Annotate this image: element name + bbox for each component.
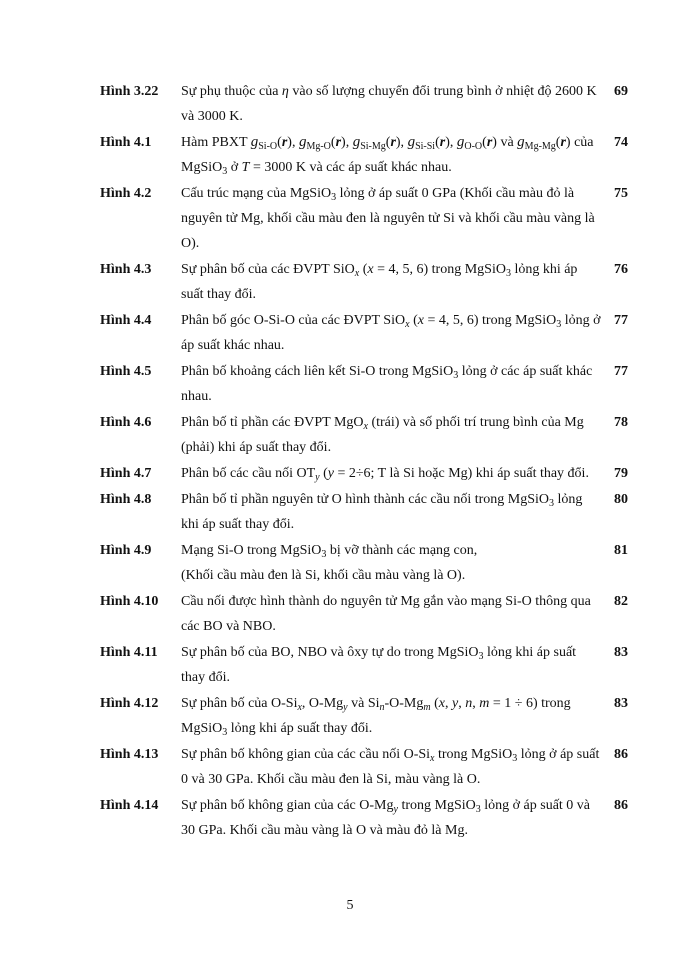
figure-description: Cầu nối được hình thành do nguyên tử Mg gắn vào mạng Si-O thông qua các BO và NBO. <box>181 594 591 634</box>
figure-label: Hình 4.6 <box>100 415 152 430</box>
figure-entry <box>100 79 640 129</box>
figure-description: Sự phụ thuộc của η vào số lượng chuyển đổi trung bình ở nhiệt độ 2600 K và 3000 K. <box>181 84 597 124</box>
figure-page-number: 75 <box>614 186 628 201</box>
figure-entry <box>100 359 640 409</box>
figure-entry <box>100 538 640 588</box>
figure-page-number: 82 <box>614 594 628 609</box>
figure-description: Hàm PBXT $g_{Si-O}(r)$, $g_{Mg-O}(r)$, $g_{Si-Mg}(r)$, $g_{Si-Si}(r)$, $g_{O-O}(r)$ và $g_{Mg-Mg}(r)$ của MgSiO$_3$ ở T = 3000 K và các áp suất khác nhau. <box>181 134 594 177</box>
figure-label: Hình 4.11 <box>100 645 158 660</box>
figure-label: Hình 4.9 <box>100 543 152 558</box>
figure-description: Phân bố góc O-Si-O của các ĐVPT SiO$_x$ (x = 4, 5, 6) trong MgSiO$_3$ lỏng ở áp suất khác nhau. <box>181 313 601 353</box>
figure-entry <box>100 257 640 307</box>
page-number: 5 <box>346 898 354 913</box>
figure-entry <box>100 410 640 460</box>
figure-description: Phân bố tỉ phần nguyên tử O hình thành các cầu nối trong MgSiO$_3$ lỏng khi áp suất thay đổi. <box>181 492 583 532</box>
figure-page-number: 86 <box>614 747 628 762</box>
figure-label: Hình 4.3 <box>100 262 152 277</box>
figure-label: Hình 4.12 <box>100 696 159 711</box>
figure-label: Hình 4.5 <box>100 364 152 379</box>
figure-label: Hình 4.2 <box>100 186 152 201</box>
figure-label: Hình 4.4 <box>100 313 152 328</box>
figure-page-number: 76 <box>614 262 628 277</box>
figure-description: Mạng Si-O trong MgSiO$_3$ bị vỡ thành các mạng con, (Khối cầu màu đen là Si, khối cầu màu vàng là O). <box>181 543 478 583</box>
figure-page-number: 83 <box>614 645 628 660</box>
figure-label: Hình 3.22 <box>100 84 159 99</box>
figure-label: Hình 4.7 <box>100 466 152 481</box>
figure-entry <box>100 640 640 690</box>
figure-page-number: 77 <box>614 313 628 328</box>
list-of-figures <box>100 79 640 844</box>
figure-description: Phân bố các cầu nối $OT_y$ (y = 2÷6; T là Si hoặc Mg) khi áp suất thay đổi. <box>181 466 589 483</box>
figure-description: Sự phân bố của BO, NBO và ôxy tự do trong MgSiO$_3$ lỏng khi áp suất thay đổi. <box>181 645 577 685</box>
figure-description: Phân bố khoảng cách liên kết Si-O trong MgSiO$_3$ lỏng ở các áp suất khác nhau. <box>181 364 593 404</box>
figure-page-number: 69 <box>614 84 628 99</box>
figure-page-number: 81 <box>614 543 628 558</box>
figure-page-number: 77 <box>614 364 628 379</box>
figure-page-number: 79 <box>614 466 628 481</box>
figure-description: Sự phân bố không gian của các cầu nối $O-Si_x$ trong MgSiO$_3$ lỏng ở áp suất 0 và 30 GPa. Khối cầu màu đen là Si, màu vàng là O. <box>181 747 600 787</box>
figure-description: Sự phân bố không gian của các $O-Mg_y$ trong MgSiO$_3$ lỏng ở áp suất 0 và 30 GPa. Khối cầu màu vàng là O và màu đỏ là Mg. <box>181 798 591 838</box>
figure-description: Cấu trúc mạng của MgSiO$_3$ lỏng ở áp suất 0 GPa (Khối cầu màu đỏ là nguyên tử Mg, khối cầu màu đen là nguyên tử Si và khối cầu màu vàng là O). <box>181 186 595 251</box>
figure-description: Phân bố tỉ phần các ĐVPT MgO$_x$ (trái) và số phối trí trung bình của Mg (phải) khi áp suất thay đổi. <box>181 415 584 455</box>
figure-entry <box>100 589 640 639</box>
figure-label: Hình 4.8 <box>100 492 152 507</box>
figure-page-number: 74 <box>614 135 628 150</box>
figure-page-number: 78 <box>614 415 628 430</box>
figure-entry <box>100 793 640 843</box>
figure-entry <box>100 181 640 256</box>
figure-entry <box>100 461 640 486</box>
figure-entry <box>100 487 640 537</box>
figure-page-number: 83 <box>614 696 628 711</box>
figure-entry <box>100 691 640 741</box>
figure-page-number: 80 <box>614 492 628 507</box>
figure-entry <box>100 308 640 358</box>
figure-label: Hình 4.13 <box>100 747 159 762</box>
figure-entry <box>100 742 640 792</box>
figure-description: Sự phân bố của các ĐVPT SiO$_x$ (x = 4, 5, 6) trong MgSiO$_3$ lỏng khi áp suất thay đổi. <box>181 262 578 302</box>
figure-page-number: 86 <box>614 798 628 813</box>
figure-label: Hình 4.10 <box>100 594 159 609</box>
figure-entry <box>100 130 640 180</box>
figure-label: Hình 4.14 <box>100 798 159 813</box>
figure-description: Sự phân bố của $O-Si_x$, $O-Mg_y$ và $Si_n-O-Mg_m$ (x, y, n, m = 1 ÷ 6) trong MgSiO$_3$ lỏng khi áp suất thay đổi. <box>181 696 571 738</box>
figure-label: Hình 4.1 <box>100 135 152 150</box>
